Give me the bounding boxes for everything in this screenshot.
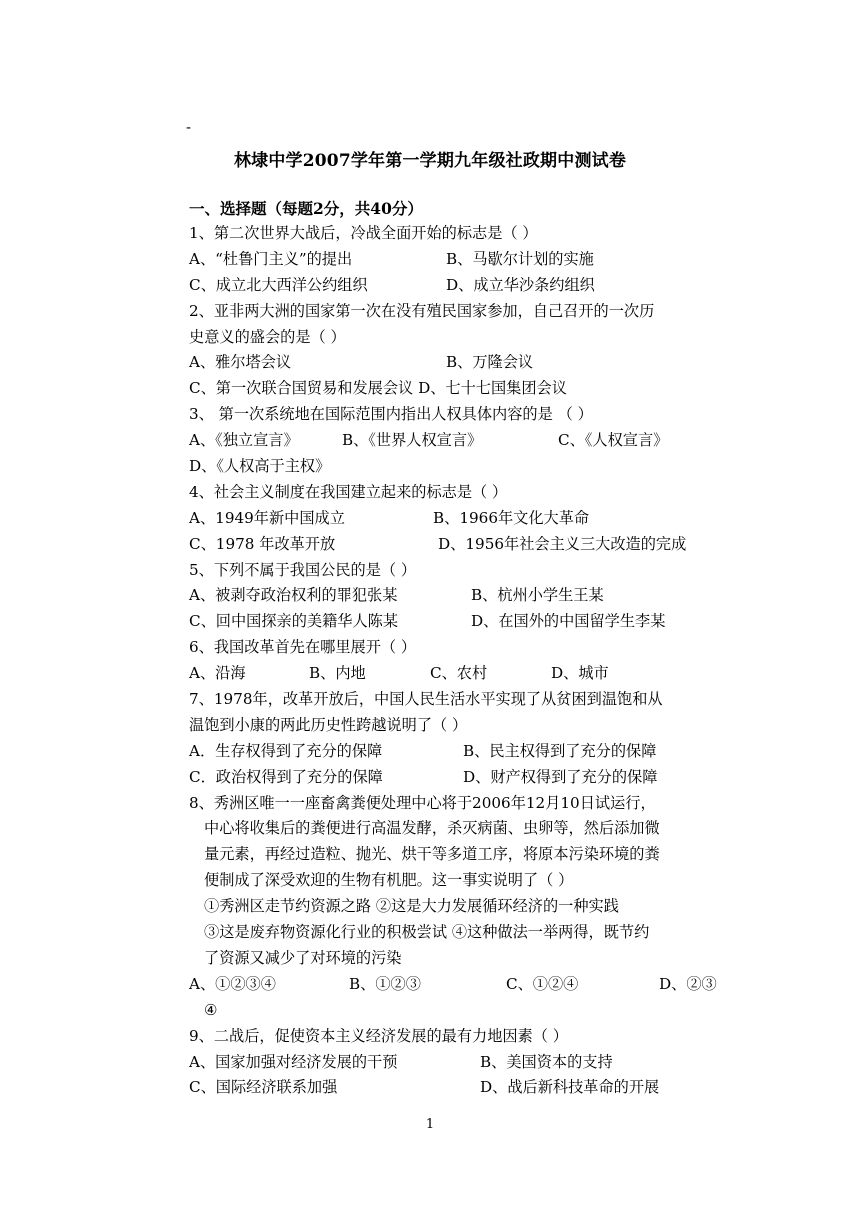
question-2-stem-line-1: 2、亚非两大洲的国家第一次在没有殖民国家参加，自己召开的一次历 [189,301,655,320]
question-8-option-b: B、①②③ [349,974,421,993]
question-7-options-row-2 [189,765,729,791]
question-3-option-a: A、《独立宣言》 [189,431,299,450]
question-8-statement-line-2: ③这是废弃物资源化行业的积极尝试 ④这种做法一举两得，既节约 [204,923,650,942]
question-8-stem-line-3: 量元素，再经过造粒、抛光、烘干等多道工序，将原本污染环境的粪 [204,845,660,864]
question-5-option-d: D、在国外的中国留学生李某 [471,612,666,631]
question-8-option-a: A、①②③④ [189,974,276,993]
question-3-option-b: B、《世界人权宣言》 [342,431,483,450]
question-2-option-b: B、万隆会议 [446,353,534,372]
question-7-option-d: D、财产权得到了充分的保障 [463,767,658,786]
page-title: 林埭中学2007学年第一学期九年级社政期中测试卷 [233,151,627,171]
question-7-stem-line-2: 温饱到小康的两此历史性跨越说明了（ ） [189,715,468,734]
question-1-options-row-2 [189,273,729,299]
question-9-options-row-2 [189,1075,729,1101]
question-7-options-row-1 [189,739,729,765]
page-number: 1 [425,1117,435,1132]
question-6-option-b: B、内地 [309,664,366,683]
question-1-options-row-1 [189,247,729,273]
question-9-option-a: A、国家加强对经济发展的干预 [189,1052,398,1071]
question-4-option-d: D、1956年社会主义三大改造的完成 [438,534,687,553]
question-6-option-d: D、城市 [551,664,609,683]
question-2-options-row-1 [189,350,729,376]
question-8-stem-line-1: 8、秀洲区唯一一座畜禽粪便处理中心将于2006年12月10日试运行， [189,793,656,812]
question-5-option-c: C、回中国探亲的美籍华人陈某 [189,612,399,631]
question-4-option-c: C、1978 年改革开放 [189,534,336,553]
question-6-stem: 6、我国改革首先在哪里展开（ ） [189,638,417,657]
question-7-stem-line-1: 7、1978年，改革开放后，中国人民生活水平实现了从贫困到温饱和从 [189,690,663,709]
question-4-options-row-2 [189,532,729,558]
question-9-options-row-1 [189,1050,729,1076]
question-9-stem: 9、二战后，促使资本主义经济发展的最有力地因素（ ） [189,1026,568,1045]
question-6-option-a: A、沿海 [189,664,246,683]
question-2-option-a: A、雅尔塔会议 [189,353,292,372]
question-4-option-b: B、1966年文化大革命 [433,508,590,527]
question-5-option-a: A、被剥夺政治权利的罪犯张某 [189,586,398,605]
question-3-options-row-2 [189,454,729,480]
question-1-option-d: D、成立华沙条约组织 [446,275,595,294]
question-4-stem: 4、社会主义制度在我国建立起来的标志是（ ） [189,482,508,501]
question-6-option-c: C、农村 [430,664,488,683]
question-4-options-row-1 [189,506,729,532]
question-7-option-a: A．生存权得到了充分的保障 [189,741,383,760]
question-8-option-d: D、②③ [659,974,717,993]
question-8-option-d-continued: ④ [204,1000,218,1019]
question-1-option-b: B、马歇尔计划的实施 [446,249,594,268]
question-8-stem-line-2: 中心将收集后的粪便进行高温发酵，杀灭病菌、虫卵等，然后添加微 [204,819,660,838]
question-5-stem: 5、下列不属于我国公民的是（ ） [189,560,417,579]
question-8-options-row [189,972,729,998]
question-7-option-b: B、民主权得到了充分的保障 [463,741,657,760]
header-mark: - [186,118,192,136]
question-2-stem-line-2: 史意义的盛会的是（ ） [189,327,346,346]
question-5-options-row-1 [189,583,729,609]
question-8-option-c: C、①②④ [506,974,579,993]
question-1-option-c: C、成立北大西洋公约组织 [189,275,368,294]
question-3-options-row-1 [189,428,729,454]
question-1-option-a: A、“杜鲁门主义”的提出 [189,249,353,268]
question-3-option-c: C、《人权宣言》 [558,431,669,450]
question-5-option-b: B、杭州小学生王某 [471,586,604,605]
section-heading: 一、选择题（每题2分，共40分） [189,199,423,218]
question-8-statement-line-3: 了资源又减少了对环境的污染 [204,948,402,967]
question-5-options-row-2 [189,609,729,635]
question-1-stem: 1、第二次世界大战后，冷战全面开始的标志是（ ） [189,224,538,242]
question-list [189,221,729,1101]
question-8-stem-line-4: 便制成了深受欢迎的生物有机肥。这一事实说明了（ ） [204,871,574,890]
question-3-option-d: D、《人权高于主权》 [189,457,331,476]
question-9-option-d: D、战后新科技革命的开展 [480,1078,660,1097]
question-4-option-a: A、1949年新中国成立 [189,508,345,527]
question-9-option-c: C、国际经济联系加强 [189,1078,338,1097]
question-8-statement-line-1: ①秀洲区走节约资源之路 ②这是大力发展循环经济的一种实践 [204,897,619,916]
question-7-option-c: C．政治权得到了充分的保障 [189,767,383,786]
question-3-stem: 3、 第一次系统地在国际范围内指出人权具体内容的是 （ ） [189,405,593,424]
question-6-options-row [189,661,729,687]
question-9-option-b: B、美国资本的支持 [480,1052,613,1071]
question-2-options-row-2: C、第一次联合国贸易和发展会议 D、七十七国集团会议 [189,379,567,398]
